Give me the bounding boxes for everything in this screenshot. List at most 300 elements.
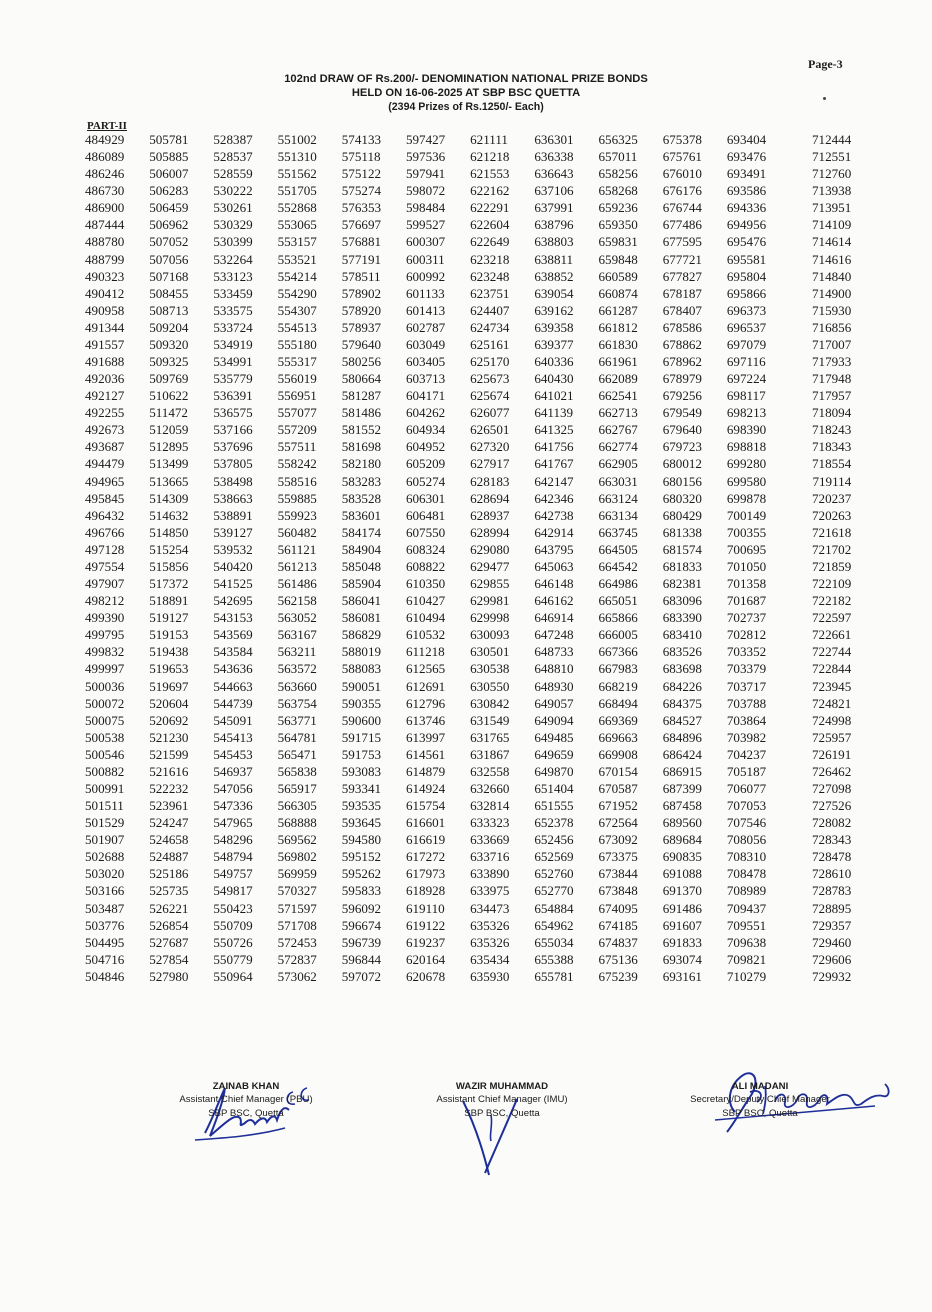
bond-number: 709821	[726, 951, 767, 967]
bond-number: 522232	[149, 780, 189, 796]
bond-number: 707546	[726, 815, 767, 831]
bond-number: 625170	[470, 354, 510, 370]
bond-number: 581698	[341, 439, 382, 455]
bond-number: 577191	[341, 251, 382, 267]
bond-number: 499832	[85, 644, 125, 660]
bond-number: 548794	[213, 849, 253, 865]
bond-number: 486900	[85, 200, 125, 216]
bond-number: 588083	[341, 661, 382, 677]
bond-number: 491688	[85, 354, 125, 370]
bond-number: 537166	[213, 422, 253, 438]
bond-number: 508713	[149, 302, 189, 318]
bond-number: 612796	[405, 695, 446, 711]
bond-number: 528387	[213, 132, 253, 147]
bond-number: 591753	[341, 746, 382, 762]
bond-number: 679723	[662, 439, 702, 455]
bond-number: 662541	[598, 388, 638, 404]
bond-number: 634473	[470, 900, 510, 916]
bond-number: 574133	[341, 132, 382, 147]
bond-number: 565838	[277, 763, 317, 779]
bond-number: 728082	[811, 815, 852, 831]
bond-number: 499795	[85, 627, 125, 643]
bond-number: 664986	[598, 576, 638, 592]
bond-number: 694956	[726, 217, 767, 233]
bond-number: 622162	[470, 183, 510, 199]
bond-number: 693491	[726, 166, 767, 182]
bond-number: 633669	[470, 832, 510, 848]
bond-number: 496432	[85, 507, 125, 523]
bond-number: 703788	[726, 695, 767, 711]
bond-number: 659831	[598, 234, 638, 250]
bond-number: 701050	[726, 558, 767, 574]
bond-number: 641325	[534, 422, 574, 438]
bond-number: 538498	[213, 473, 253, 489]
bond-number: 569802	[277, 849, 317, 865]
bond-number: 593645	[341, 815, 382, 831]
bond-number: 612691	[405, 678, 446, 694]
bond-number: 511472	[149, 405, 188, 421]
bond-number: 681574	[662, 541, 702, 557]
bond-number: 586041	[341, 593, 382, 609]
bond-number: 691370	[662, 883, 702, 899]
bond-number: 675239	[598, 968, 638, 984]
bond-number: 727526	[811, 798, 852, 814]
bond-number: 652456	[534, 832, 574, 848]
bond-number: 518891	[149, 593, 189, 609]
bond-number: 683526	[662, 644, 702, 660]
bond-number: 715930	[811, 302, 852, 318]
bond-number: 664505	[598, 541, 638, 557]
bond-number: 691088	[662, 866, 702, 882]
bond-number: 701358	[726, 576, 767, 592]
bond-number: 503487	[85, 900, 125, 916]
bond-number: 635434	[470, 951, 510, 967]
bond-number: 724821	[811, 695, 852, 711]
bond-number: 563754	[277, 695, 317, 711]
bond-number: 707053	[726, 798, 767, 814]
bond-number: 673092	[598, 832, 638, 848]
bond-number: 499390	[85, 610, 125, 626]
bond-number: 501907	[85, 832, 125, 848]
bond-number: 542695	[213, 593, 253, 609]
bond-number: 616601	[405, 815, 446, 831]
bond-number: 597072	[341, 968, 382, 984]
bond-number: 524658	[149, 832, 189, 848]
bond-number: 676010	[662, 166, 702, 182]
bond-number: 608822	[405, 558, 446, 574]
bond-number: 619237	[405, 934, 446, 950]
bond-number: 655781	[534, 968, 574, 984]
bond-number: 565917	[277, 780, 317, 796]
bond-number: 639162	[534, 302, 574, 318]
bond-number: 563052	[277, 610, 317, 626]
bond-number: 623248	[470, 268, 510, 284]
bond-number: 583528	[341, 490, 382, 506]
bond-number: 538891	[213, 507, 253, 523]
bond-number: 717007	[811, 336, 852, 352]
bond-number: 586081	[341, 610, 382, 626]
bond-number: 646162	[534, 593, 574, 609]
bond-number: 676744	[662, 200, 702, 216]
bond-number: 638852	[534, 268, 574, 284]
bond-number: 575122	[341, 166, 382, 182]
bond-number: 595262	[341, 866, 382, 882]
bond-number: 612565	[405, 661, 446, 677]
bond-number: 544739	[213, 695, 253, 711]
bond-number: 594580	[341, 832, 382, 848]
bond-number: 658268	[598, 183, 638, 199]
bond-number: 486089	[85, 149, 125, 165]
bond-number: 693476	[726, 149, 767, 165]
bond-number: 513499	[149, 456, 189, 472]
bond-number: 635326	[470, 934, 510, 950]
bond-number: 709437	[726, 900, 767, 916]
bond-number: 681833	[662, 558, 702, 574]
bond-number: 677827	[662, 268, 702, 284]
bond-number: 581486	[341, 405, 382, 421]
bond-number: 517372	[149, 576, 189, 592]
bond-number: 528537	[213, 149, 253, 165]
bond-number: 695804	[726, 268, 767, 284]
bond-number: 710279	[726, 968, 767, 984]
bond-number: 493687	[85, 439, 125, 455]
bond-number: 683096	[662, 593, 702, 609]
signatory-office: SBP BSC, Quetta	[722, 1108, 798, 1119]
bond-number: 487444	[85, 217, 125, 233]
bond-number: 535779	[213, 371, 253, 387]
bond-number: 714616	[811, 251, 852, 267]
bond-number: 697224	[726, 371, 767, 387]
bond-number: 552868	[277, 200, 317, 216]
bond-number: 533724	[213, 319, 253, 335]
bond-number: 652378	[534, 815, 574, 831]
bond-number: 571597	[277, 900, 317, 916]
bond-number: 509204	[149, 319, 189, 335]
bond-number: 721618	[811, 524, 852, 540]
bond-number: 654962	[534, 917, 574, 933]
bond-number: 726462	[811, 763, 852, 779]
bond-number: 596092	[341, 900, 382, 916]
bond-number: 700695	[726, 541, 767, 557]
bond-number: 498212	[85, 593, 125, 609]
bond-number: 561486	[277, 576, 317, 592]
bond-number: 519653	[149, 661, 189, 677]
bond-number: 723945	[811, 678, 852, 694]
bond-number: 684896	[662, 729, 702, 745]
bond-number: 641767	[534, 456, 574, 472]
bond-number: 519438	[149, 644, 189, 660]
bond-number: 687458	[662, 798, 702, 814]
bond-number: 553521	[277, 251, 317, 267]
bond-number: 486246	[85, 166, 125, 182]
bond-number: 581552	[341, 422, 382, 438]
bond-number: 597427	[405, 132, 446, 147]
bond-number: 697116	[726, 354, 766, 370]
bond-number: 497907	[85, 576, 125, 592]
bond-number: 500075	[85, 712, 125, 728]
bond-number: 507168	[149, 268, 189, 284]
bond-number: 572453	[277, 934, 317, 950]
bond-number: 541525	[213, 576, 253, 592]
bond-number: 559885	[277, 490, 317, 506]
bond-number: 527687	[149, 934, 189, 950]
bond-number: 649094	[534, 712, 574, 728]
bond-number: 604952	[405, 439, 446, 455]
bond-number: 655034	[534, 934, 574, 950]
bond-number: 607550	[405, 524, 446, 540]
bond-number: 563771	[277, 712, 317, 728]
bond-number: 630842	[470, 695, 510, 711]
bond-number: 569562	[277, 832, 317, 848]
bond-number: 583601	[341, 507, 382, 523]
bond-number: 712551	[811, 149, 852, 165]
bond-number: 662905	[598, 456, 638, 472]
bond-number: 530399	[213, 234, 253, 250]
bond-number: 568888	[277, 815, 317, 831]
bond-number: 673375	[598, 849, 638, 865]
bond-number: 506007	[149, 166, 189, 182]
bond-number: 630093	[470, 627, 510, 643]
bond-number: 638796	[534, 217, 574, 233]
bond-number: 557077	[277, 405, 317, 421]
bond-number: 631867	[470, 746, 510, 762]
bond-number: 632660	[470, 780, 510, 796]
bond-number: 626077	[470, 405, 510, 421]
bond-number: 494965	[85, 473, 125, 489]
bond-number: 561213	[277, 558, 317, 574]
bond-number: 590600	[341, 712, 382, 728]
bond-number: 726191	[811, 746, 852, 762]
bond-number: 722844	[811, 661, 852, 677]
bond-number: 602787	[405, 319, 446, 335]
bond-number: 675378	[662, 132, 702, 147]
bond-number: 636301	[534, 132, 574, 147]
bond-number: 656325	[598, 132, 638, 147]
bond-number: 642738	[534, 507, 574, 523]
bond-number: 506459	[149, 200, 189, 216]
bond-number: 691607	[662, 917, 702, 933]
bond-number: 496766	[85, 524, 125, 540]
bond-number: 505885	[149, 149, 189, 165]
bond-number: 497128	[85, 541, 125, 557]
bond-number: 677486	[662, 217, 702, 233]
bond-number: 503166	[85, 883, 125, 899]
bond-number: 537696	[213, 439, 253, 455]
bond-number: 600992	[405, 268, 446, 284]
bond-number: 712444	[811, 132, 852, 147]
bond-number: 703717	[726, 678, 767, 694]
bond-number: 632814	[470, 798, 510, 814]
bond-number: 576881	[341, 234, 382, 250]
bond-number: 504846	[85, 968, 125, 984]
bond-number: 683410	[662, 627, 702, 643]
bond-number: 571708	[277, 917, 317, 933]
bond-number: 729357	[811, 917, 852, 933]
bond-number: 508455	[149, 285, 189, 301]
bond-number: 623751	[470, 285, 510, 301]
bond-number: 622604	[470, 217, 510, 233]
speck	[823, 97, 826, 100]
bond-number: 661961	[598, 354, 638, 370]
bond-number: 492673	[85, 422, 125, 438]
bond-number: 641756	[534, 439, 574, 455]
bond-number: 551562	[277, 166, 317, 182]
bond-number: 562158	[277, 593, 317, 609]
bond-number: 614879	[405, 763, 446, 779]
bond-number: 718343	[811, 439, 852, 455]
bond-number: 662089	[598, 371, 638, 387]
bond-number: 722744	[811, 644, 852, 660]
bond-number: 655388	[534, 951, 574, 967]
bond-number: 699580	[726, 473, 767, 489]
bond-number: 499997	[85, 661, 125, 677]
bond-number: 625674	[470, 388, 510, 404]
bond-number: 524887	[149, 849, 189, 865]
bond-number: 539127	[213, 524, 253, 540]
bond-number: 671952	[598, 798, 638, 814]
bond-number: 503020	[85, 866, 125, 882]
bond-number: 663124	[598, 490, 638, 506]
bond-number: 680320	[662, 490, 702, 506]
bond-number: 578937	[341, 319, 382, 335]
bond-number: 603405	[405, 354, 446, 370]
bond-number: 691833	[662, 934, 702, 950]
bond-number: 639377	[534, 336, 574, 352]
bond-number: 563660	[277, 678, 317, 694]
bond-number: 565471	[277, 746, 317, 762]
bond-number: 492127	[85, 388, 125, 404]
bond-number: 729932	[811, 968, 852, 984]
bond-number: 668494	[598, 695, 638, 711]
bond-number-table	[85, 131, 855, 985]
bond-number: 591715	[341, 729, 382, 745]
bond-number: 629080	[470, 541, 510, 557]
bond-number: 566305	[277, 798, 317, 814]
bond-number: 572837	[277, 951, 317, 967]
signatory-3	[660, 1080, 860, 1121]
bond-number: 605274	[405, 473, 446, 489]
bond-number: 678187	[662, 285, 702, 301]
bond-number: 678586	[662, 319, 702, 335]
bond-number: 548296	[213, 832, 253, 848]
bond-number: 728783	[811, 883, 852, 899]
bond-number: 698818	[726, 439, 767, 455]
bond-number: 720263	[811, 507, 852, 523]
bond-number: 716856	[811, 319, 852, 335]
bond-number: 625673	[470, 371, 510, 387]
bond-number: 661812	[598, 319, 638, 335]
bond-number: 633716	[470, 849, 510, 865]
bond-number: 521616	[149, 763, 189, 779]
bond-number: 512059	[149, 422, 189, 438]
bond-number: 536575	[213, 405, 253, 421]
signatory-title: Assistant Chief Manager (PBU)	[179, 1094, 313, 1105]
bond-number: 539532	[213, 541, 253, 557]
bond-number: 646914	[534, 610, 574, 626]
bond-number: 532264	[213, 251, 253, 267]
bond-number: 528559	[213, 166, 253, 182]
bond-number: 590051	[341, 678, 382, 694]
bond-number: 599527	[405, 217, 446, 233]
bond-number: 633890	[470, 866, 510, 882]
bond-number: 561121	[277, 541, 317, 557]
bond-number: 604262	[405, 405, 446, 421]
bond-number: 598484	[405, 200, 446, 216]
bond-number: 547056	[213, 780, 253, 796]
bond-number: 569959	[277, 866, 317, 882]
bond-number: 494479	[85, 456, 125, 472]
bond-number: 601133	[405, 285, 445, 301]
bond-number: 709551	[726, 917, 767, 933]
bond-number: 662774	[598, 439, 638, 455]
bond-number: 648733	[534, 644, 574, 660]
bond-number: 509325	[149, 354, 189, 370]
bond-number: 678962	[662, 354, 702, 370]
bond-number: 695866	[726, 285, 767, 301]
bond-number: 659848	[598, 251, 638, 267]
bond-number: 520604	[149, 695, 189, 711]
signatory-2	[402, 1080, 602, 1121]
bond-number: 665866	[598, 610, 638, 626]
bond-number: 501511	[85, 798, 124, 814]
bond-number: 514632	[149, 507, 189, 523]
bond-number: 553157	[277, 234, 317, 250]
bond-number: 703379	[726, 661, 767, 677]
bond-number: 719114	[812, 473, 852, 489]
bond-number: 728343	[811, 832, 852, 848]
bond-number: 553065	[277, 217, 317, 233]
bond-number: 551310	[277, 149, 317, 165]
bond-number: 663745	[598, 524, 638, 540]
bond-number: 659350	[598, 217, 638, 233]
bond-number: 492036	[85, 371, 125, 387]
bond-number: 619110	[405, 900, 445, 916]
bond-number: 615754	[405, 798, 446, 814]
bond-number: 670587	[598, 780, 638, 796]
bond-number: 530261	[213, 200, 253, 216]
bond-number: 510622	[149, 388, 189, 404]
bond-number: 490323	[85, 268, 125, 284]
bond-number: 686915	[662, 763, 702, 779]
bond-number: 525735	[149, 883, 189, 899]
bond-number: 675136	[598, 951, 638, 967]
bond-number: 633975	[470, 883, 510, 899]
bond-number: 705187	[726, 763, 767, 779]
bond-number: 638803	[534, 234, 574, 250]
bond-number: 507056	[149, 251, 189, 267]
bond-number: 515254	[149, 541, 189, 557]
bond-number: 623218	[470, 251, 510, 267]
bond-number: 527854	[149, 951, 189, 967]
bond-number: 543569	[213, 627, 253, 643]
bond-number: 585048	[341, 558, 382, 574]
bond-number: 520692	[149, 712, 189, 728]
bond-number: 555317	[277, 354, 317, 370]
bond-number: 718243	[811, 422, 852, 438]
signatory-office: SBP BSC, Quetta	[208, 1108, 284, 1119]
bond-number: 649870	[534, 763, 574, 779]
bond-number: 674837	[598, 934, 638, 950]
bond-number: 603713	[405, 371, 446, 387]
bond-number: 617272	[405, 849, 446, 865]
bond-number: 674095	[598, 900, 638, 916]
bond-number: 678862	[662, 336, 702, 352]
bond-number: 713938	[811, 183, 852, 199]
bond-number: 490958	[85, 302, 125, 318]
bond-number: 550709	[213, 917, 253, 933]
bond-number: 662767	[598, 422, 638, 438]
bond-number: 669908	[598, 746, 638, 762]
